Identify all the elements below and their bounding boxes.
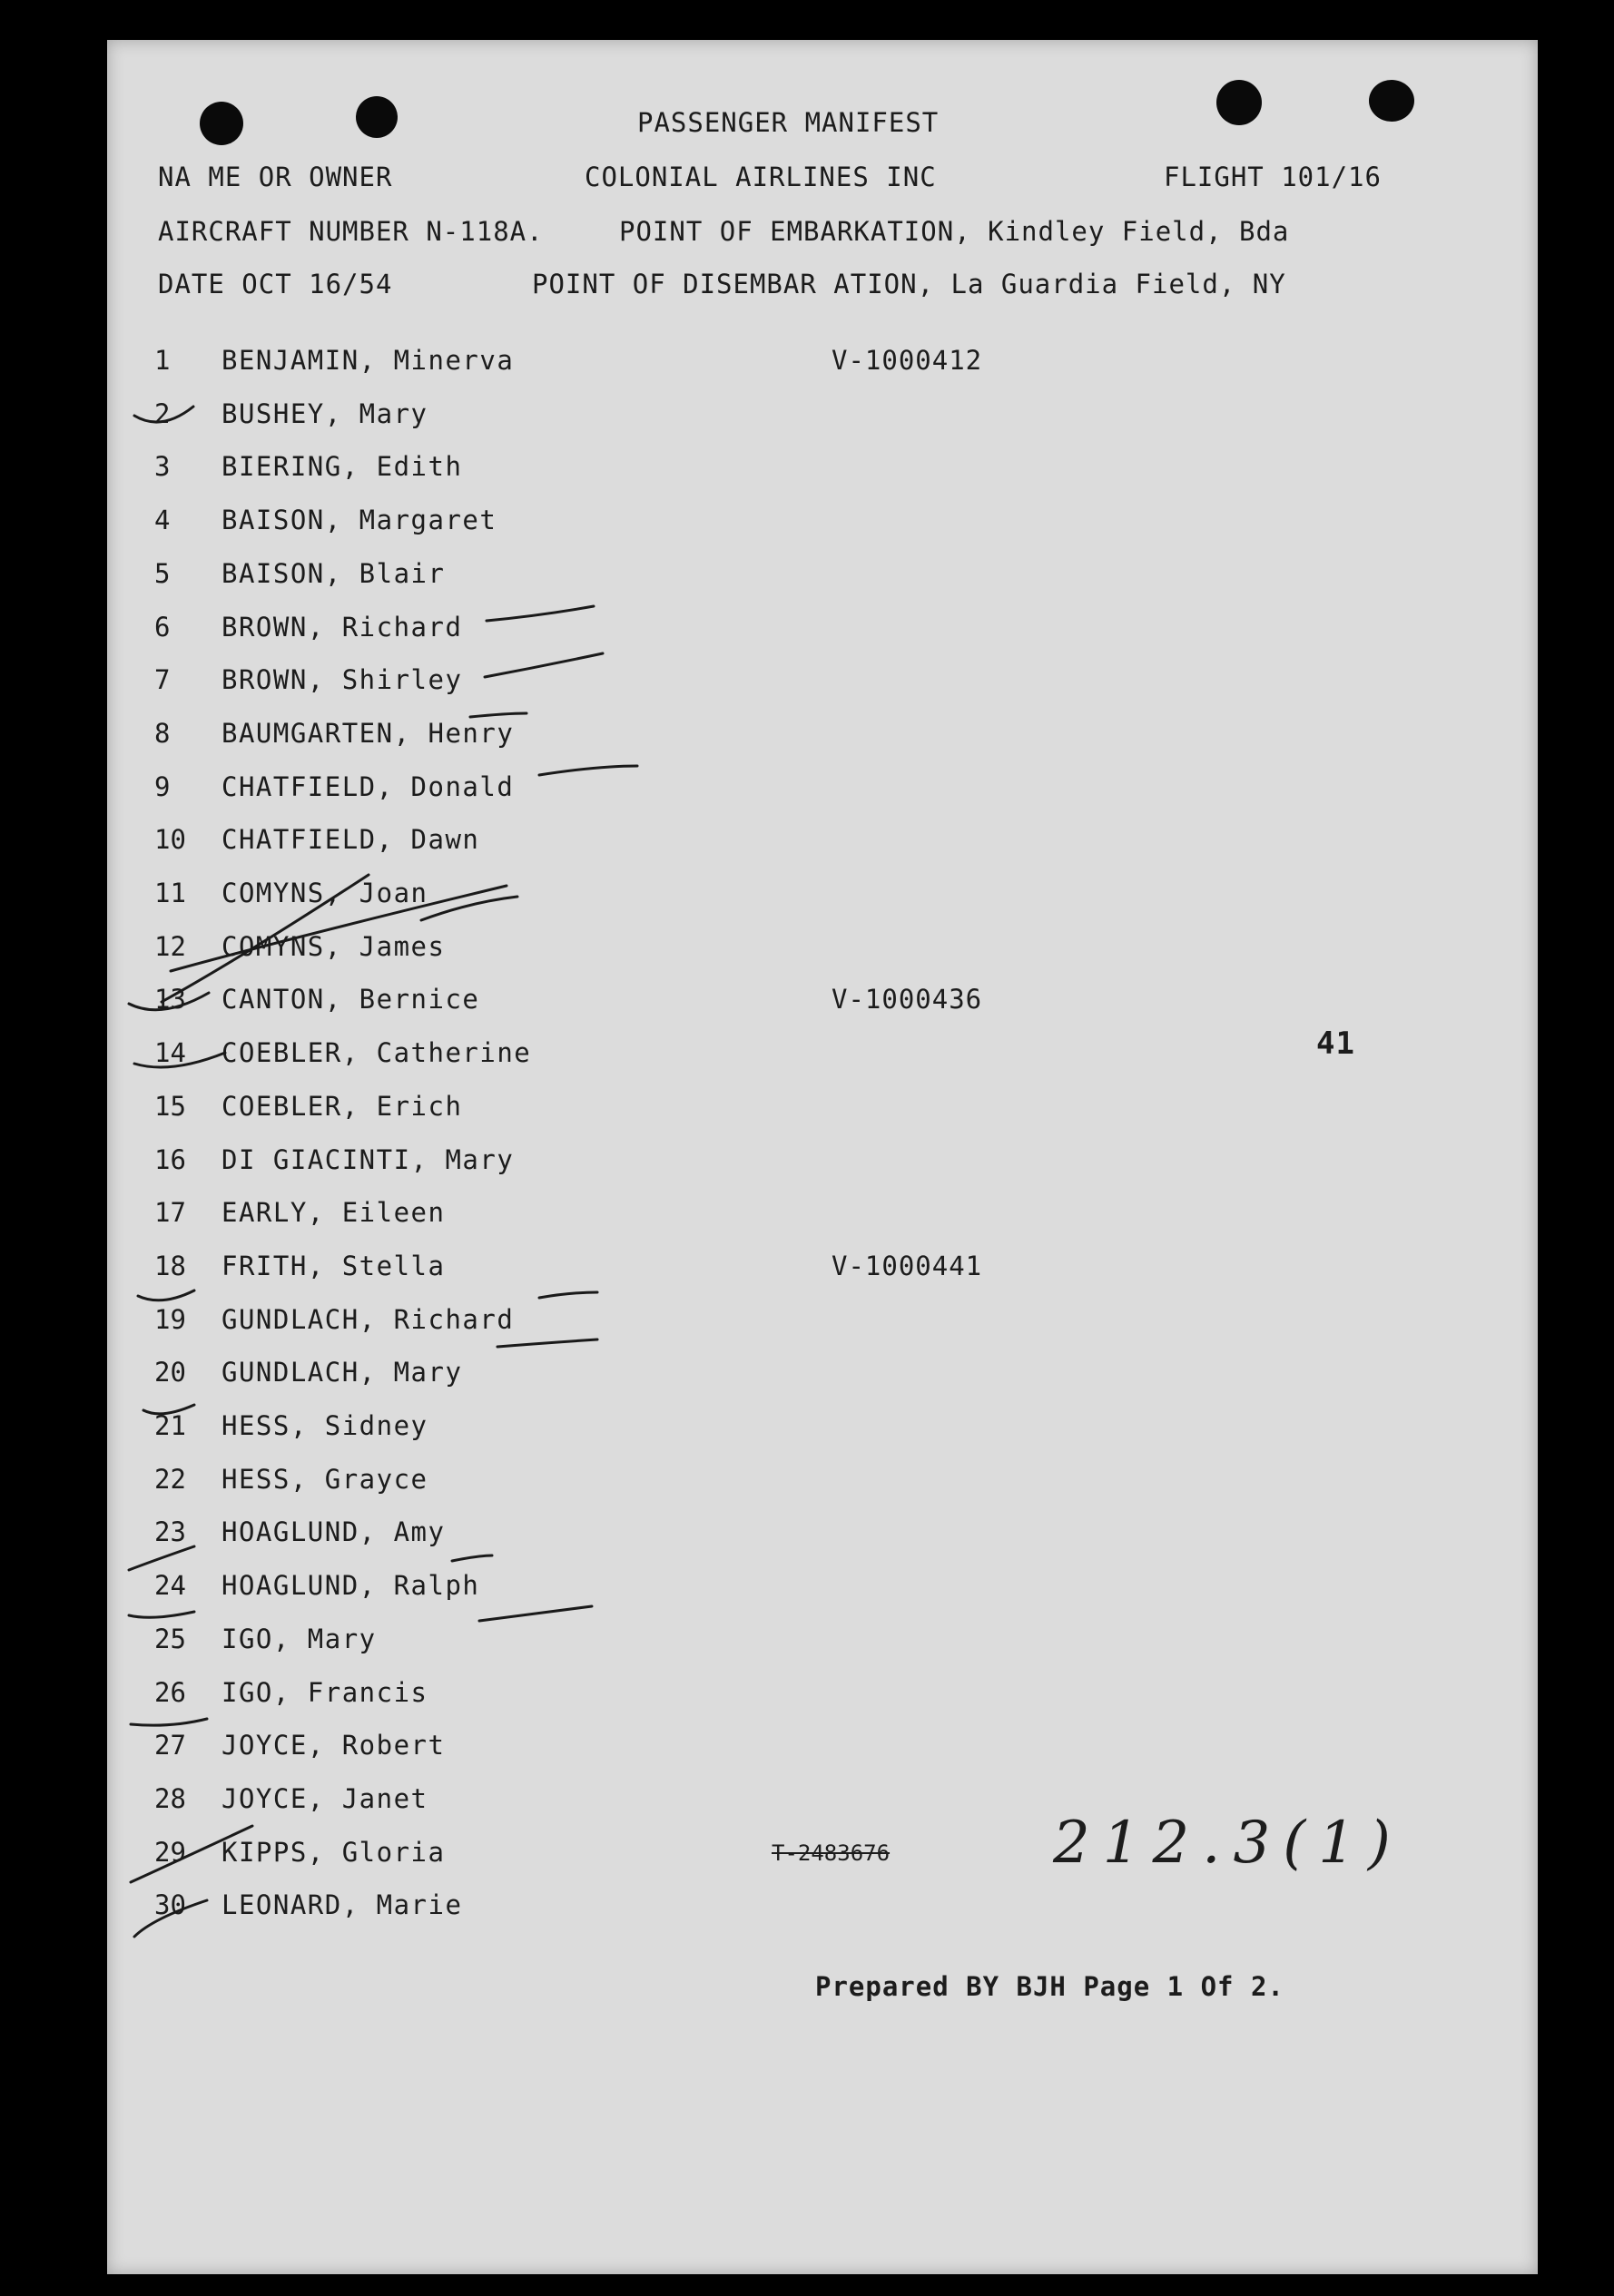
passenger-visa-number: V-1000412 [832, 345, 983, 376]
passenger-row [107, 1197, 1106, 1242]
passenger-number: 5 [154, 558, 171, 589]
passenger-row [107, 1889, 1106, 1935]
passenger-name: BAUMGARTEN, Henry [221, 718, 515, 749]
flight-number: FLIGHT 101/16 [1164, 162, 1382, 192]
passenger-row [107, 1464, 1106, 1509]
passenger-row [107, 771, 1106, 817]
embarkation-point: POINT OF EMBARKATION, Kindley Field, Bda [619, 216, 1290, 247]
passenger-row [107, 558, 1106, 603]
passenger-name: JOYCE, Janet [221, 1783, 428, 1814]
passenger-name: DI GIACINTI, Mary [221, 1144, 515, 1175]
passenger-name: FRITH, Stella [221, 1251, 446, 1281]
passenger-name: CANTON, Bernice [221, 984, 480, 1015]
passenger-row [107, 505, 1106, 550]
passenger-number: 23 [154, 1516, 186, 1547]
passenger-number: 16 [154, 1144, 186, 1175]
passenger-row [107, 398, 1106, 444]
passenger-number: 15 [154, 1091, 186, 1122]
passenger-name: COMYNS, Joan [221, 878, 428, 908]
owner-value: COLONIAL AIRLINES INC [585, 162, 937, 192]
aircraft-number: AIRCRAFT NUMBER N-118A. [158, 216, 544, 247]
passenger-row [107, 1783, 1106, 1829]
passenger-row [107, 1516, 1106, 1562]
passenger-number: 19 [154, 1304, 186, 1335]
owner-label: NA ME OR OWNER [158, 162, 393, 192]
passenger-row [107, 1837, 1106, 1882]
passenger-name: EARLY, Eileen [221, 1197, 446, 1228]
passenger-row [107, 718, 1106, 763]
passenger-visa-number: V-1000436 [832, 984, 983, 1015]
prepared-by-footer: Prepared BY BJH Page 1 Of 2. [815, 1971, 1284, 2002]
passenger-number: 28 [154, 1783, 186, 1814]
passenger-row [107, 451, 1106, 496]
passenger-number: 18 [154, 1251, 186, 1281]
passenger-row [107, 612, 1106, 657]
passenger-name: BAISON, Blair [221, 558, 446, 589]
punch-hole-right-2 [1369, 80, 1414, 122]
passenger-number: 9 [154, 771, 171, 802]
passenger-number: 1 [154, 345, 171, 376]
punch-hole-left-1 [200, 102, 243, 145]
punch-hole-left-2 [356, 96, 398, 138]
passenger-visa-number: V-1000441 [832, 1251, 983, 1281]
side-number: 41 [1316, 1025, 1355, 1062]
passenger-name: BIERING, Edith [221, 451, 463, 482]
passenger-number: 17 [154, 1197, 186, 1228]
passenger-name: BAISON, Margaret [221, 505, 497, 535]
passenger-name: CHATFIELD, Dawn [221, 824, 480, 855]
passenger-row [107, 1410, 1106, 1456]
crossed-out-number: T-2483676 [772, 1840, 891, 1866]
passenger-row [107, 1730, 1106, 1775]
passenger-name: HOAGLUND, Amy [221, 1516, 446, 1547]
passenger-row [107, 931, 1106, 976]
passenger-row [107, 1624, 1106, 1669]
passenger-name: GUNDLACH, Mary [221, 1357, 463, 1388]
passenger-row [107, 345, 1106, 390]
passenger-row [107, 1677, 1106, 1722]
passenger-name: LEONARD, Marie [221, 1889, 463, 1920]
passenger-row [107, 1304, 1106, 1349]
passenger-number: 25 [154, 1624, 186, 1654]
manifest-date: DATE OCT 16/54 [158, 269, 393, 299]
manifest-page [107, 40, 1538, 2274]
passenger-number: 4 [154, 505, 171, 535]
manifest-title: PASSENGER MANIFEST [637, 107, 940, 138]
passenger-name: BROWN, Richard [221, 612, 463, 643]
punch-hole-right-1 [1216, 80, 1262, 125]
passenger-number: 2 [154, 398, 171, 429]
passenger-row [107, 984, 1106, 1029]
passenger-name: BROWN, Shirley [221, 664, 463, 695]
passenger-row [107, 1144, 1106, 1190]
passenger-number: 26 [154, 1677, 186, 1708]
passenger-row [107, 824, 1106, 869]
passenger-name: HOAGLUND, Ralph [221, 1570, 480, 1601]
passenger-number: 3 [154, 451, 171, 482]
passenger-name: HESS, Grayce [221, 1464, 428, 1495]
passenger-name: KIPPS, Gloria [221, 1837, 446, 1868]
passenger-number: 21 [154, 1410, 186, 1441]
passenger-name: BENJAMIN, Minerva [221, 345, 515, 376]
passenger-number: 10 [154, 824, 186, 855]
passenger-name: JOYCE, Robert [221, 1730, 446, 1761]
passenger-number: 7 [154, 664, 171, 695]
passenger-number: 11 [154, 878, 186, 908]
handwritten-code: 212.3(1) [1053, 1810, 1403, 1877]
passenger-number: 24 [154, 1570, 186, 1601]
passenger-name: GUNDLACH, Richard [221, 1304, 515, 1335]
passenger-name: COMYNS, James [221, 931, 446, 962]
passenger-number: 12 [154, 931, 186, 962]
passenger-name: IGO, Francis [221, 1677, 428, 1708]
passenger-name: IGO, Mary [221, 1624, 377, 1654]
passenger-number: 27 [154, 1730, 186, 1761]
disembarkation-point: POINT OF DISEMBAR ATION, La Guardia Field, NY [532, 269, 1286, 299]
passenger-number: 8 [154, 718, 171, 749]
passenger-name: COEBLER, Erich [221, 1091, 463, 1122]
passenger-name: HESS, Sidney [221, 1410, 428, 1441]
passenger-row [107, 878, 1106, 923]
passenger-row [107, 1357, 1106, 1402]
passenger-number: 22 [154, 1464, 186, 1495]
passenger-number: 14 [154, 1037, 186, 1068]
passenger-row [107, 664, 1106, 710]
passenger-number: 29 [154, 1837, 186, 1868]
passenger-number: 20 [154, 1357, 186, 1388]
passenger-number: 13 [154, 984, 186, 1015]
passenger-name: COEBLER, Catherine [221, 1037, 532, 1068]
passenger-number: 6 [154, 612, 171, 643]
passenger-row [107, 1251, 1106, 1296]
passenger-row [107, 1037, 1106, 1083]
passenger-row [107, 1091, 1106, 1136]
passenger-name: BUSHEY, Mary [221, 398, 428, 429]
passenger-row [107, 1570, 1106, 1615]
passenger-number: 30 [154, 1889, 186, 1920]
passenger-name: CHATFIELD, Donald [221, 771, 515, 802]
